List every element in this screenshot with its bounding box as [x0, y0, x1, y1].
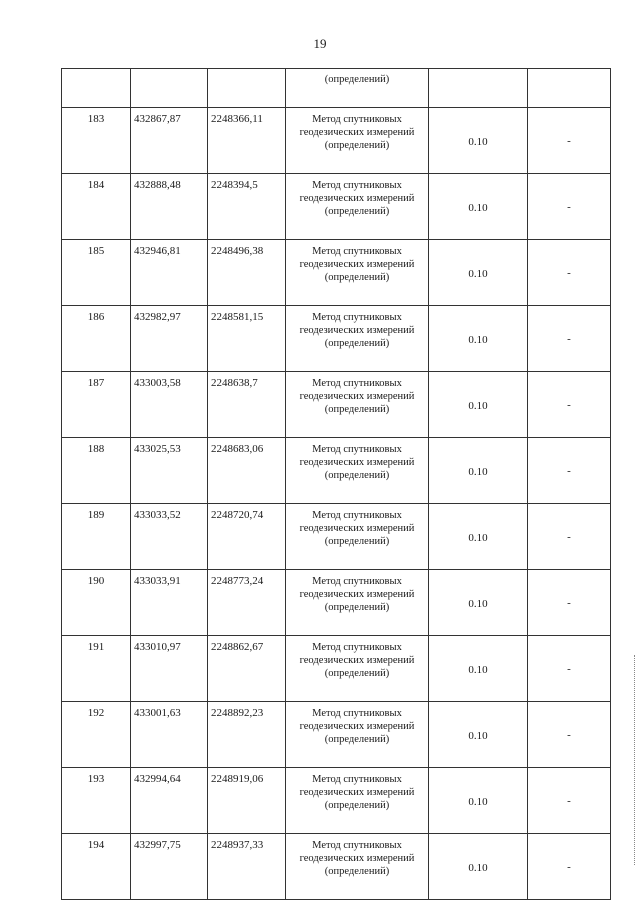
cell-note: -	[528, 240, 611, 306]
scan-edge-mark	[634, 655, 638, 865]
cell-x: 433025,53	[131, 438, 208, 504]
table-row	[62, 372, 611, 438]
method-line: геодезических измерений	[299, 721, 415, 732]
cell-y: 2248394,5	[208, 174, 286, 240]
cell-num: 185	[62, 240, 131, 306]
cell-note: -	[528, 702, 611, 768]
method-line: Метод спутниковых	[312, 642, 402, 653]
cell-accuracy: 0.10	[429, 372, 528, 438]
method-line: Метод спутниковых	[312, 180, 402, 191]
method-line: (определений)	[324, 536, 390, 547]
cell-num: 184	[62, 174, 131, 240]
method-line: (определений)	[324, 470, 390, 481]
cell-note: -	[528, 768, 611, 834]
cell-accuracy: 0.10	[429, 438, 528, 504]
cell-accuracy: 0.10	[429, 702, 528, 768]
cell-note: -	[528, 438, 611, 504]
method-line: (определений)	[324, 140, 390, 151]
cell-num	[62, 69, 131, 108]
cell-accuracy: 0.10	[429, 240, 528, 306]
table-row	[62, 768, 611, 834]
cell-note: -	[528, 636, 611, 702]
cell-accuracy: 0.10	[429, 636, 528, 702]
cell-x: 432946,81	[131, 240, 208, 306]
cell-note: -	[528, 108, 611, 174]
cell-note: -	[528, 174, 611, 240]
cell-num: 193	[62, 768, 131, 834]
method-line: геодезических измерений	[299, 853, 415, 864]
method-line: геодезических измерений	[299, 589, 415, 600]
method-line: (определений)	[324, 668, 390, 679]
cell-y: 2248720,74	[208, 504, 286, 570]
method-line: (определений)	[324, 338, 390, 349]
cell-method	[286, 702, 429, 768]
cell-y: 2248581,15	[208, 306, 286, 372]
method-line: (определений)	[324, 206, 390, 217]
cell-num: 187	[62, 372, 131, 438]
method-line: Метод спутниковых	[312, 840, 402, 851]
cell-x: 432997,75	[131, 834, 208, 900]
table-row	[62, 834, 611, 900]
cell-x: 432982,97	[131, 306, 208, 372]
table-row	[62, 306, 611, 372]
method-line: геодезических измерений	[299, 259, 415, 270]
cell-note: -	[528, 372, 611, 438]
cell-method	[286, 834, 429, 900]
method-line: (определений)	[324, 734, 390, 745]
cell-method	[286, 240, 429, 306]
cell-accuracy: 0.10	[429, 306, 528, 372]
cell-method	[286, 768, 429, 834]
cell-num: 191	[62, 636, 131, 702]
cell-y: 2248366,11	[208, 108, 286, 174]
table-row	[62, 108, 611, 174]
table-body	[62, 69, 611, 900]
cell-y	[208, 69, 286, 108]
cell-method	[286, 504, 429, 570]
method-line: геодезических измерений	[299, 391, 415, 402]
cell-num: 183	[62, 108, 131, 174]
method-line: Метод спутниковых	[312, 378, 402, 389]
cell-x	[131, 69, 208, 108]
cell-y: 2248773,24	[208, 570, 286, 636]
table-row	[62, 240, 611, 306]
cell-x: 432867,87	[131, 108, 208, 174]
cell-y: 2248638,7	[208, 372, 286, 438]
cell-num: 194	[62, 834, 131, 900]
cell-accuracy	[429, 69, 528, 108]
method-line: Метод спутниковых	[312, 114, 402, 125]
method-line: Метод спутниковых	[312, 444, 402, 455]
method-line: геодезических измерений	[299, 457, 415, 468]
cell-method	[286, 636, 429, 702]
cell-y: 2248892,23	[208, 702, 286, 768]
cell-y: 2248496,38	[208, 240, 286, 306]
cell-num: 189	[62, 504, 131, 570]
cell-x: 433033,91	[131, 570, 208, 636]
method-line: (определений)	[324, 800, 390, 811]
cell-accuracy: 0.10	[429, 768, 528, 834]
cell-x: 433001,63	[131, 702, 208, 768]
table-row	[62, 504, 611, 570]
cell-method: (определений)	[286, 69, 429, 108]
cell-accuracy: 0.10	[429, 504, 528, 570]
cell-accuracy: 0.10	[429, 570, 528, 636]
cell-x: 433033,52	[131, 504, 208, 570]
method-line: (определений)	[324, 602, 390, 613]
cell-method	[286, 108, 429, 174]
cell-method	[286, 306, 429, 372]
method-line: геодезических измерений	[299, 655, 415, 666]
cell-note	[528, 69, 611, 108]
cell-y: 2248937,33	[208, 834, 286, 900]
method-line: Метод спутниковых	[312, 774, 402, 785]
cell-y: 2248919,06	[208, 768, 286, 834]
cell-method	[286, 438, 429, 504]
cell-x: 433003,58	[131, 372, 208, 438]
cell-y: 2248683,06	[208, 438, 286, 504]
cell-note: -	[528, 504, 611, 570]
cell-num: 192	[62, 702, 131, 768]
method-line: геодезических измерений	[299, 127, 415, 138]
table-row	[62, 636, 611, 702]
table-row	[62, 174, 611, 240]
method-line: (определений)	[324, 866, 390, 877]
method-line: Метод спутниковых	[312, 510, 402, 521]
page-number: 19	[313, 36, 327, 51]
table-row	[62, 702, 611, 768]
continued-row	[62, 69, 611, 108]
method-line: Метод спутниковых	[312, 312, 402, 323]
cell-accuracy: 0.10	[429, 108, 528, 174]
cell-x: 432888,48	[131, 174, 208, 240]
method-line: Метод спутниковых	[312, 708, 402, 719]
method-line: геодезических измерений	[299, 325, 415, 336]
cell-x: 432994,64	[131, 768, 208, 834]
table-row	[62, 570, 611, 636]
method-line: Метод спутниковых	[312, 246, 402, 257]
cell-num: 186	[62, 306, 131, 372]
cell-method	[286, 570, 429, 636]
method-line: геодезических измерений	[299, 193, 415, 204]
cell-num: 188	[62, 438, 131, 504]
cell-accuracy: 0.10	[429, 834, 528, 900]
method-line: (определений)	[324, 272, 390, 283]
table-row	[62, 438, 611, 504]
method-line: Метод спутниковых	[312, 576, 402, 587]
coordinates-table	[61, 68, 611, 900]
cell-method	[286, 174, 429, 240]
cell-note: -	[528, 570, 611, 636]
method-line: геодезических измерений	[299, 787, 415, 798]
cell-x: 433010,97	[131, 636, 208, 702]
cell-note: -	[528, 834, 611, 900]
cell-accuracy: 0.10	[429, 174, 528, 240]
method-line: (определений)	[324, 404, 390, 415]
method-line: геодезических измерений	[299, 523, 415, 534]
cell-num: 190	[62, 570, 131, 636]
cell-note: -	[528, 306, 611, 372]
cell-y: 2248862,67	[208, 636, 286, 702]
cell-method	[286, 372, 429, 438]
